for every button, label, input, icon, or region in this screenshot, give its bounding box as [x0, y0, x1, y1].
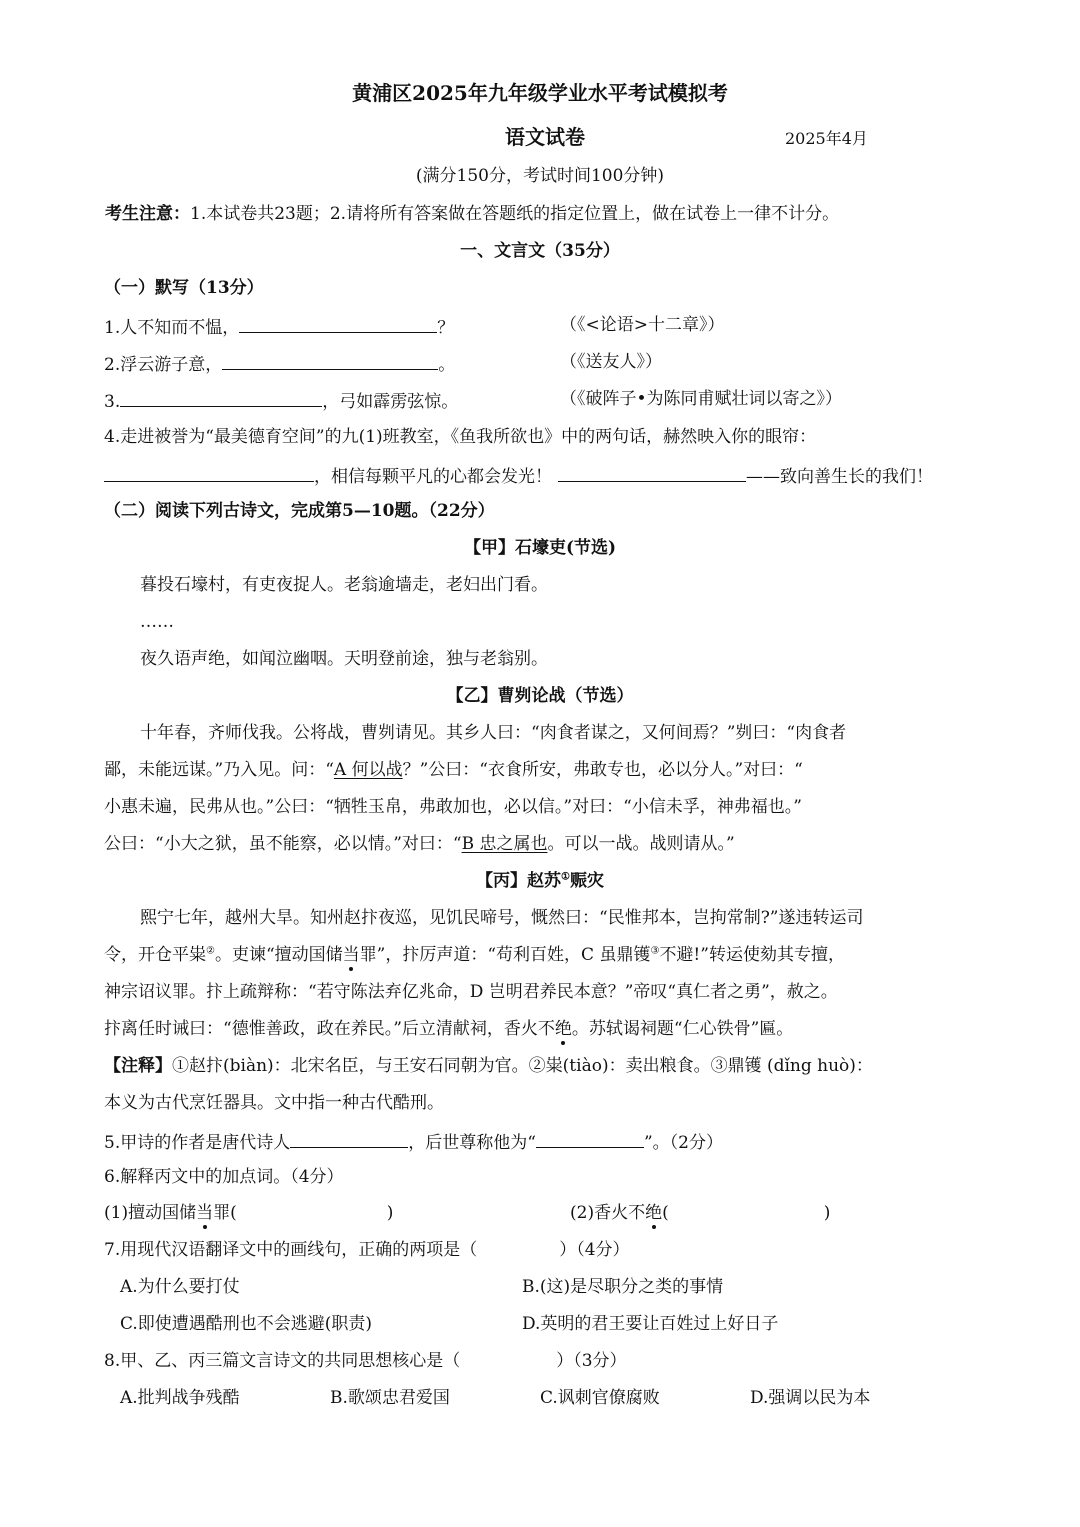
yi-line-4 [104, 833, 735, 855]
jia-ellipsis: …… [140, 612, 174, 632]
q7-end: ）（4分） [559, 1240, 630, 1260]
answer-blank[interactable] [290, 1129, 408, 1148]
bing-line-3: 神宗诏议罪。抃上疏辩称：“若守陈法弃亿兆命，D 岂明君养民本意？”帝叹“真仁者之勇”，赦之。 [104, 982, 838, 1002]
q6-1a: (1)擅动国储 [104, 1203, 197, 1223]
answer-blank[interactable] [536, 1129, 644, 1148]
part1-title: （一）默写（13分） [104, 278, 264, 298]
q2-source: （《送友人》） [560, 352, 662, 372]
bing-l2d: 不避!”转运使劾其专擅， [659, 945, 845, 965]
yi-line-1: 十年春，齐师伐我。公将战，曹刿请见。其乡人曰：“肉食者谋之，又何间焉？”刿曰：“肉食者 [140, 723, 847, 743]
subject-title: 语文试卷 [505, 125, 585, 149]
annotation-label: 【注释】 [104, 1056, 172, 1076]
option-7c: C.即使遭遇酷刑也不会逃避(职责) [120, 1314, 373, 1334]
bing-l4b: 。苏轼谒祠题“仁心铁骨”匾。 [571, 1019, 794, 1039]
question-1 [104, 314, 454, 339]
bing-line-2 [104, 944, 845, 966]
yi-l4a: 公曰：“小大之狱，虽不能察，必以情。”对曰：“ [104, 834, 462, 854]
annotation [104, 1055, 873, 1077]
dotted-word: 绝 [554, 1019, 572, 1039]
q8-text: 8.甲、乙、丙三篇文言诗文的共同思想核心是（ [104, 1351, 461, 1371]
bing-l4a: 抃离任时诫曰：“德惟善政，政在养民。”后立清献祠，香火不 [104, 1019, 555, 1039]
q2-end: 。 [438, 355, 456, 375]
option-7a: A.为什么要打仗 [120, 1277, 240, 1297]
bing-l2a: 令，开仓平粜 [104, 945, 206, 965]
answer-blank[interactable] [104, 463, 314, 482]
q6-1b: 罪( [213, 1203, 237, 1223]
part2-title: （二）阅读下列古诗文，完成第5—10题。（22分） [104, 501, 495, 521]
q6-2c: ) [823, 1203, 831, 1223]
question-5 [104, 1129, 723, 1154]
exam-date: 2025年4月 [785, 129, 868, 148]
answer-blank[interactable] [222, 351, 438, 370]
q6-2a: (2)香火不 [570, 1203, 646, 1223]
q8-end: ）（3分） [556, 1351, 627, 1371]
option-8d: D.强调以民为本 [750, 1388, 871, 1408]
q1-end: ？ [437, 318, 455, 338]
question-7 [104, 1239, 630, 1261]
question-2 [104, 351, 455, 376]
yi-line-2 [104, 759, 803, 781]
yi-l4b: 。可以一战。战则请从。” [547, 834, 735, 854]
q5c: ”。（2分） [643, 1133, 723, 1153]
question-6-1 [104, 1202, 393, 1224]
q1-text: 1.人不知而不愠， [104, 318, 240, 338]
option-7b: B.(这)是尽职分之类的事情 [522, 1277, 724, 1297]
bing-line-1: 熙宁七年，越州大旱。知州赵抃夜巡，见饥民啼号，慨然曰：“民惟邦本，岂拘常制?”遂违转运司 [140, 908, 864, 928]
yi-l2b: ？”公曰：“衣食所安，弗敢专也，必以分人。”对曰：“ [402, 760, 803, 780]
answer-blank[interactable] [239, 314, 437, 333]
q3-end: ，弓如霹雳弦惊。 [322, 392, 459, 412]
dotted-word: 当 [342, 945, 360, 965]
option-8b: B.歌颂忠君爱国 [330, 1388, 450, 1408]
bing-title-b: 赈灾 [569, 871, 604, 891]
option-8a: A.批判战争残酷 [120, 1388, 240, 1408]
jia-line-3: 夜久语声绝，如闻泣幽咽。天明登前途，独与老翁别。 [140, 649, 548, 669]
notice-label: 考生注意： [105, 204, 190, 224]
bing-title-a: 【丙】赵苏 [476, 871, 562, 891]
q4-end: ——致向善生长的我们！ [746, 467, 933, 487]
yi-line-3: 小惠未遍，民弗从也。”公曰：“牺牲玉帛，弗敢加也，必以信。”对曰：“小信未孚，神弗福也。” [104, 797, 802, 817]
q1-source: （《<论语>十二章》） [560, 315, 725, 335]
footnote-mark: ① [561, 871, 570, 883]
q4-mid: ，相信每颗平凡的心都会发光！ [314, 467, 552, 487]
option-7d: D.英明的君王要让百姓过上好日子 [522, 1314, 779, 1334]
q6-2b: ( [662, 1203, 669, 1223]
q5b: ，后世尊称他为“ [408, 1133, 536, 1153]
bing-l2b: 。吏谏“擅动国储 [214, 945, 343, 965]
q6-1c: ) [386, 1203, 394, 1223]
question-6-2 [570, 1202, 830, 1224]
q7-text: 7.用现代汉语翻译文中的画线句，正确的两项是（ [104, 1240, 478, 1260]
q5a: 5.甲诗的作者是唐代诗人 [104, 1133, 291, 1153]
bing-title [0, 870, 1080, 892]
question-8 [104, 1350, 627, 1372]
q3-source: （《破阵子•为陈同甫赋壮词以寄之》） [560, 389, 843, 409]
notice [105, 203, 839, 225]
bing-line-4 [104, 1018, 793, 1040]
answer-blank[interactable] [120, 388, 322, 407]
dotted-word: 绝 [645, 1203, 663, 1223]
underlined-sentence-b: B 忠之属也 [461, 834, 548, 854]
q2-text: 2.浮云游子意， [104, 355, 223, 375]
jia-line-1: 暮投石壕村，有吏夜捉人。老翁逾墙走，老妇出门看。 [140, 575, 548, 595]
annotation-text-2: 本义为古代烹饪器具。文中指一种古代酷刑。 [104, 1093, 444, 1113]
yi-l2a: 鄙，未能远谋。”乃入见。问：“ [104, 760, 334, 780]
answer-blank[interactable] [558, 463, 746, 482]
footnote-mark: ② [206, 945, 215, 957]
page-title: 黄浦区2025年九年级学业水平考试模拟考 [352, 81, 728, 105]
annotation-text-1: ①赵抃(biàn)：北宋名臣，与王安石同朝为官。②粜(tiào)：卖出粮食。③鼎镬 (dǐng huò)： [172, 1056, 873, 1076]
section1-title: 一、文言文（35分） [460, 241, 620, 261]
question-6: 6.解释丙文中的加点词。（4分） [104, 1167, 344, 1187]
dotted-word: 当 [196, 1203, 214, 1223]
yi-title: 【乙】曹刿论战（节选） [446, 686, 634, 706]
footnote-mark: ③ [650, 945, 660, 957]
jia-title: 【甲】石壕吏(节选) [463, 538, 617, 558]
bing-l2c: 罪”，抃厉声道：“苟利百姓，C 虽鼎镬 [359, 945, 651, 965]
score-time: (满分150分，考试时间100分钟) [415, 166, 665, 186]
notice-text: 1.本试卷共23题；2.请将所有答案做在答题纸的指定位置上，做在试卷上一律不计分。 [190, 204, 840, 224]
underlined-sentence-a: A 何以战 [333, 760, 403, 780]
option-8c: C.讽刺官僚腐败 [540, 1388, 660, 1408]
question-4: 4.走进被誉为“最美德育空间”的九(1)班教室，《鱼我所欲也》中的两句话，赫然映入你的眼帘： [104, 427, 817, 447]
question-3 [104, 388, 458, 413]
q3-text: 3. [104, 392, 121, 412]
question-4-blanks [104, 463, 933, 488]
